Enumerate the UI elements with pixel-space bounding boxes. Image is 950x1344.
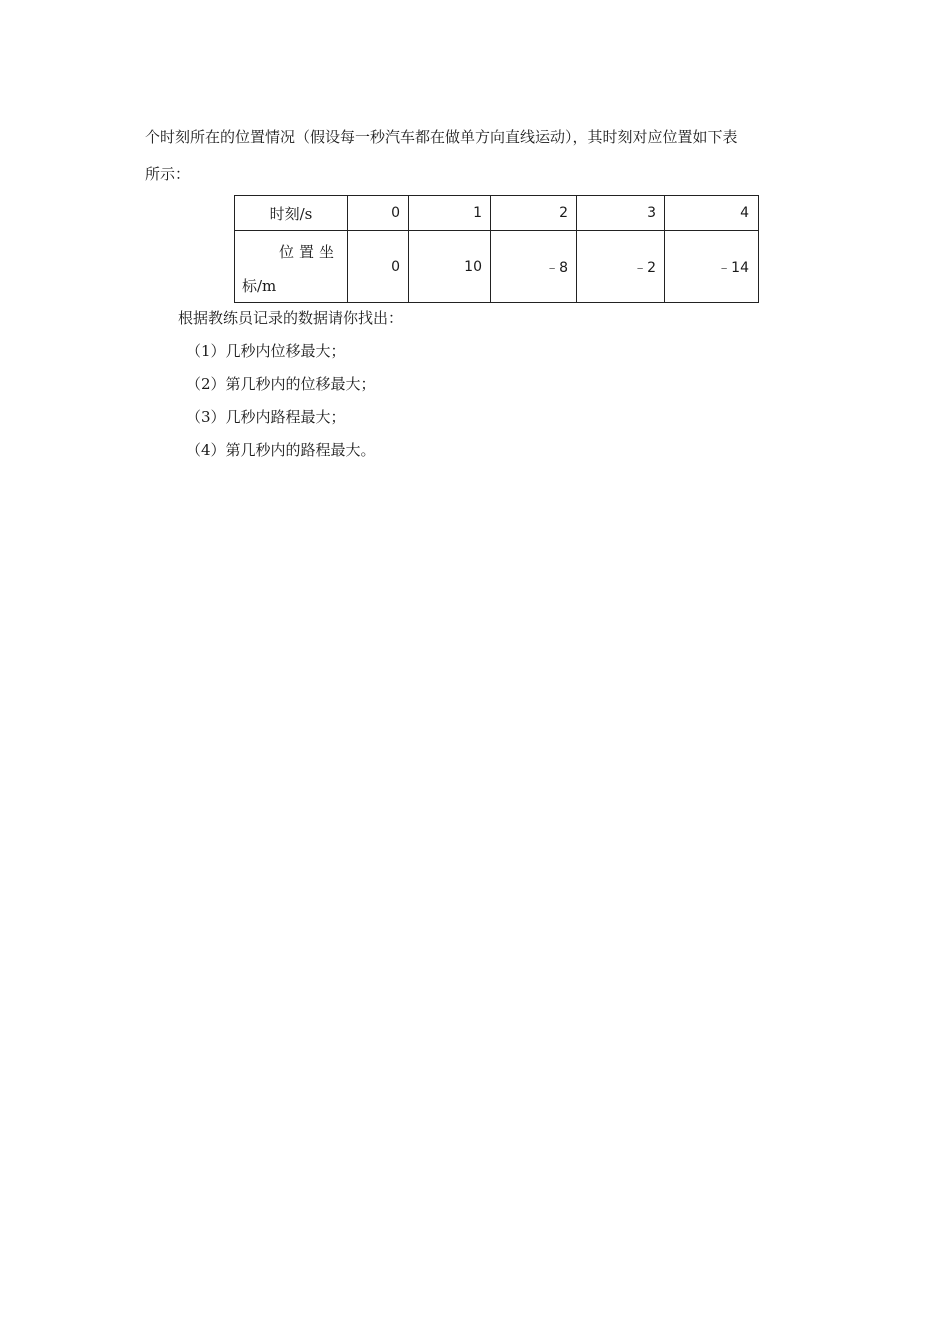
time-cell: 3 bbox=[577, 196, 665, 231]
table-row-time bbox=[235, 196, 759, 231]
position-header-part2: 标/m bbox=[242, 277, 277, 295]
time-header-cell: 时刻/s bbox=[235, 196, 348, 231]
time-cell: 2 bbox=[491, 196, 577, 231]
intro-text-line-2: 所示： bbox=[145, 165, 191, 183]
question-item: （1）几秒内位移最大； bbox=[186, 342, 346, 360]
position-cell: ﹣2 bbox=[577, 231, 665, 303]
position-cell: ﹣8 bbox=[491, 231, 577, 303]
intro-text-line-1: 个时刻所在的位置情况（假设每一秒汽车都在做单方向直线运动），其时刻对应位置如下表 bbox=[145, 128, 738, 146]
time-cell: 4 bbox=[665, 196, 759, 231]
question-item: （3）几秒内路程最大； bbox=[186, 408, 346, 426]
position-cell: 0 bbox=[348, 231, 409, 303]
position-header-part1: 位置坐 bbox=[278, 243, 339, 261]
table-row-position bbox=[235, 231, 759, 303]
question-item: （2）第几秒内的位移最大； bbox=[186, 375, 376, 393]
time-cell: 1 bbox=[409, 196, 491, 231]
position-header-cell bbox=[235, 231, 348, 303]
time-position-table bbox=[234, 195, 759, 303]
question-item: （4）第几秒内的路程最大。 bbox=[186, 441, 376, 459]
time-cell: 0 bbox=[348, 196, 409, 231]
position-cell: ﹣14 bbox=[665, 231, 759, 303]
position-cell: 10 bbox=[409, 231, 491, 303]
questions-intro: 根据教练员记录的数据请你找出： bbox=[178, 309, 404, 327]
